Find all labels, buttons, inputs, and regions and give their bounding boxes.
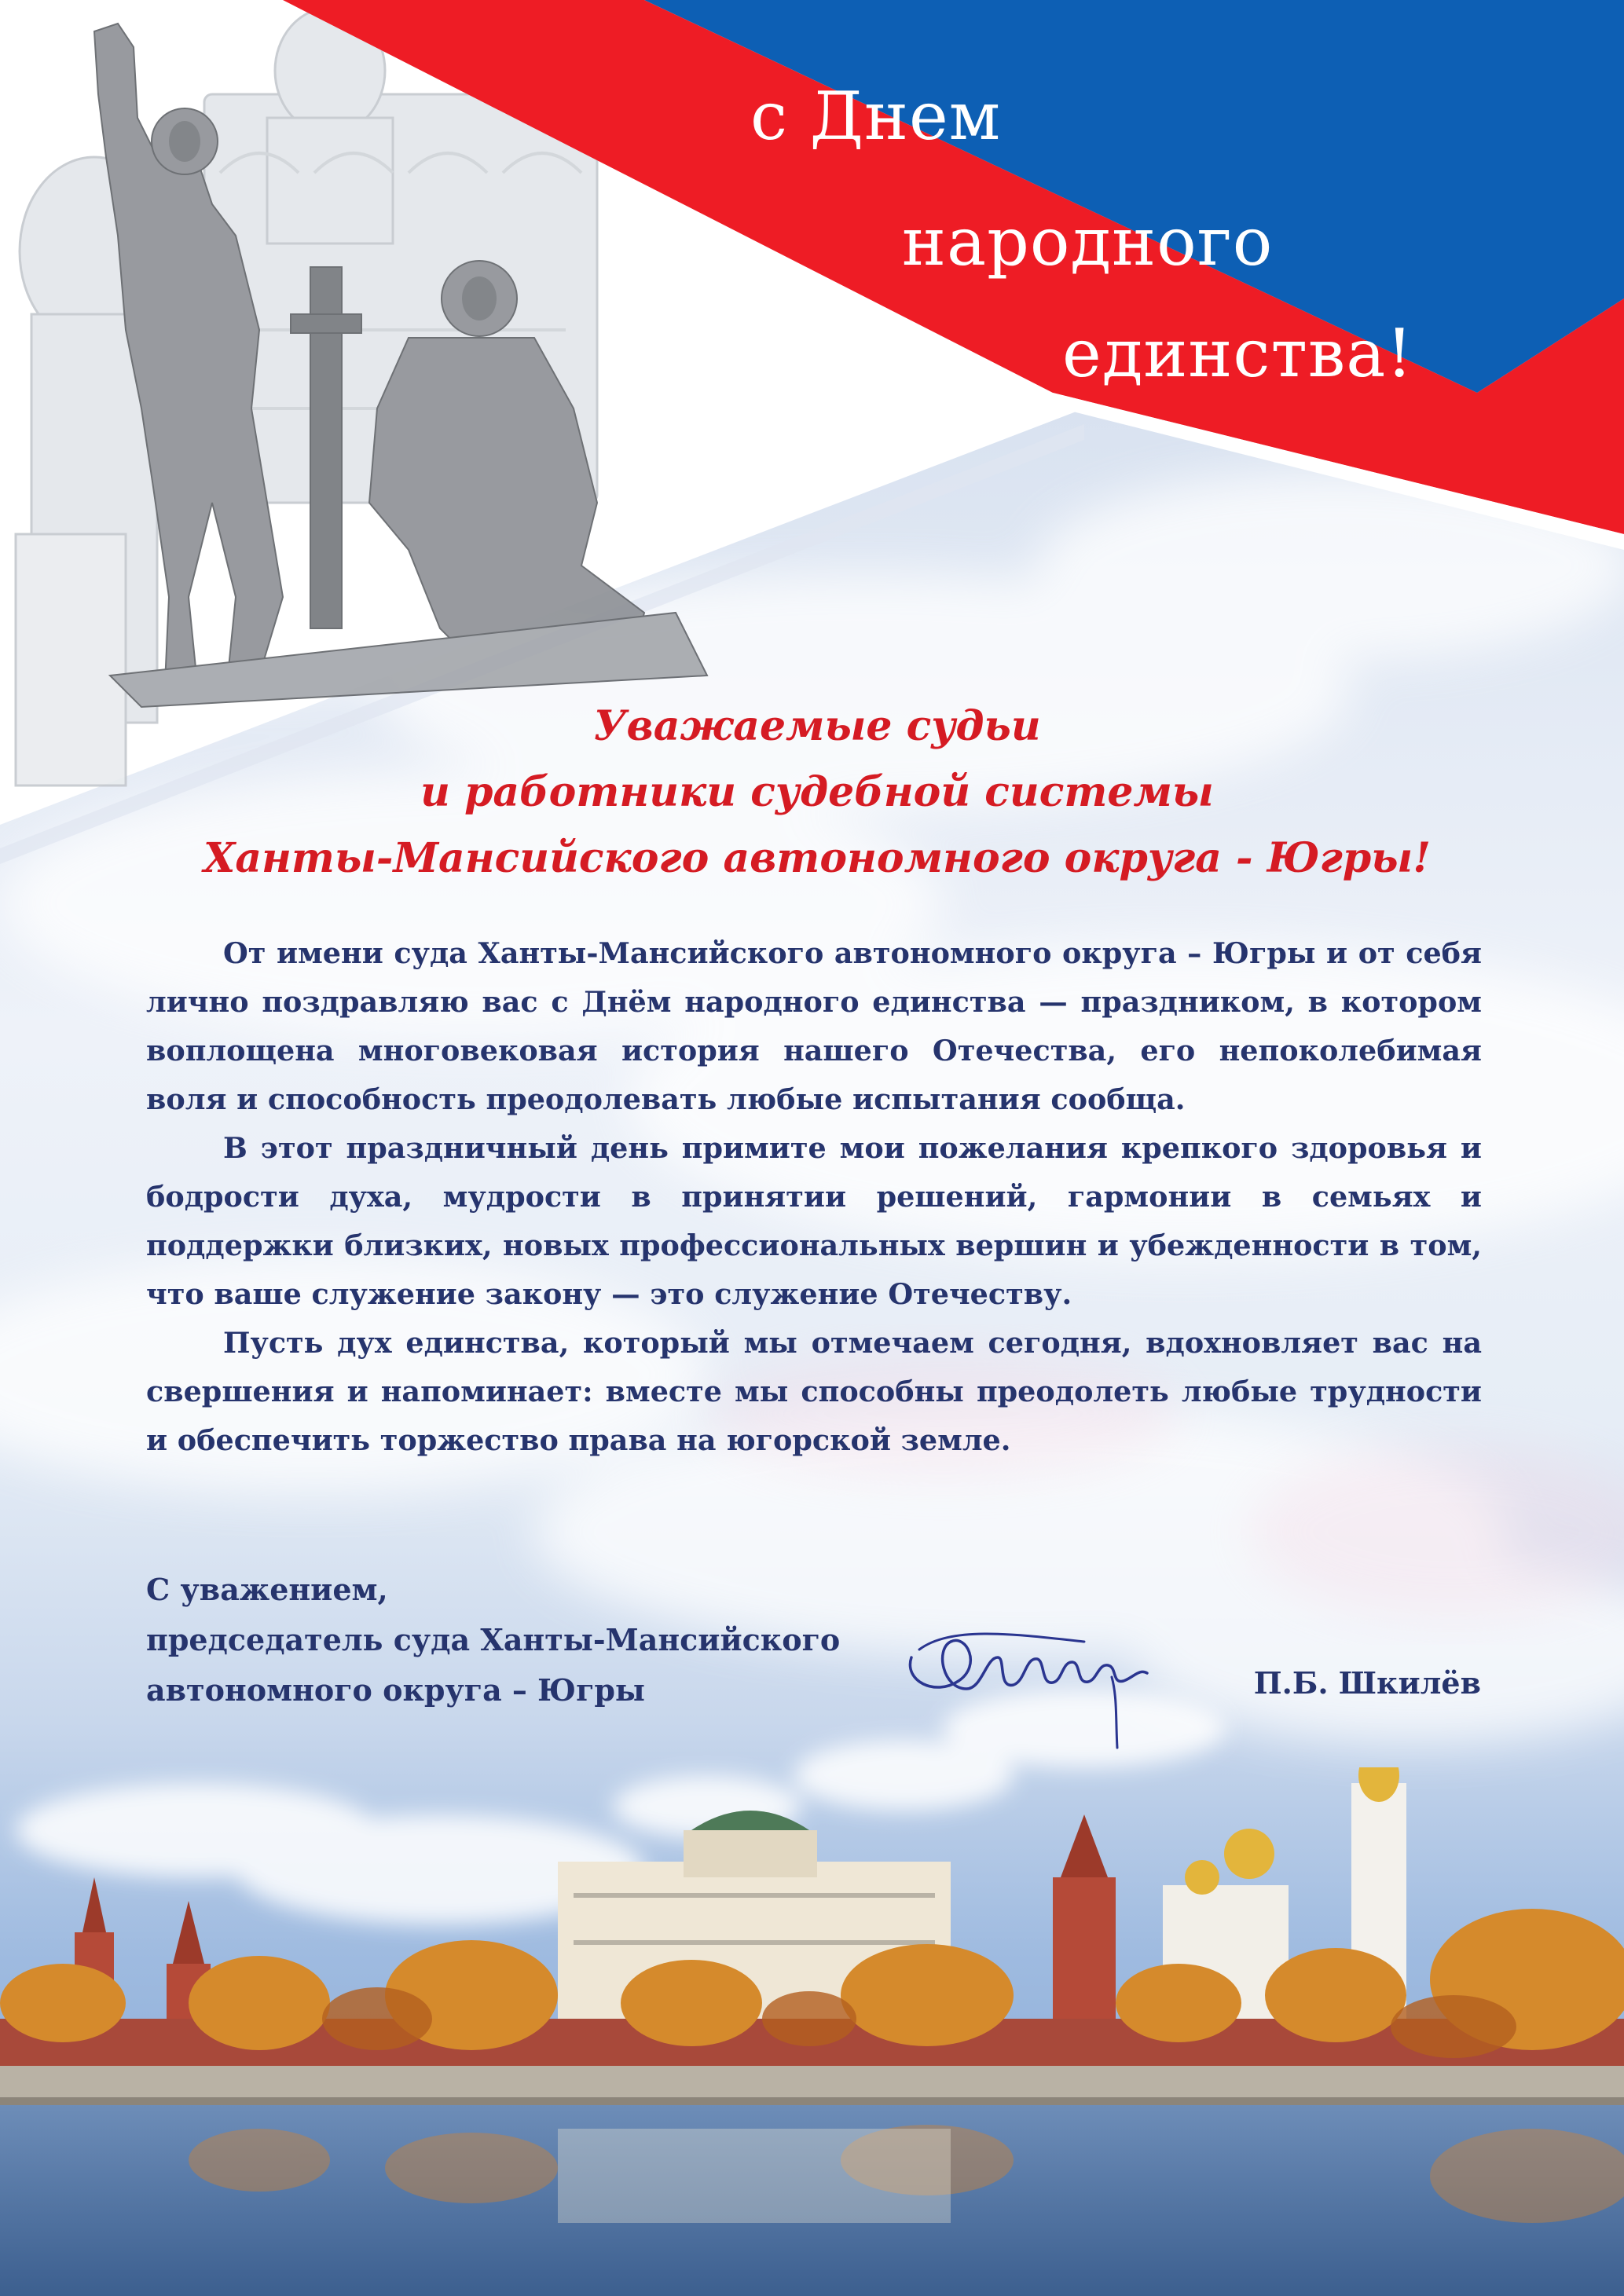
signature-line-3: автономного округа – Югры [146, 1672, 646, 1708]
body-paragraph-2: В этот праздничный день примите мои пожелания крепкого здоровья и бодрости духа, мудрости в принятии решений, гармонии в семьях и поддержки близких, новых профессиональных вершин и убежденности в том, что ваше служение закону — это служение Отечеству. [146, 1131, 1482, 1311]
body-paragraph-1: От имени суда Ханты-Мансийского автономного округа – Югры и от себя лично поздравляю вас с Днём народного единства — праздником, в котором воплощена многовековая история нашего Отечества, его непоколебимая воля и способность преодолевать любые испытания сообща. [146, 936, 1482, 1116]
body-text [146, 929, 1482, 1465]
title-line-2: народного [902, 203, 1274, 280]
title-line-3: единства! [1062, 315, 1414, 392]
body-paragraph-3: Пусть дух единства, который мы отмечаем сегодня, вдохновляет вас на свершения и напоминает: вместе мы способны преодолеть любые трудности и обеспечить торжество права на югорской земле. [146, 1326, 1482, 1457]
signature-block [146, 1565, 840, 1716]
signer-name: П.Б. Шкилёв [1253, 1665, 1481, 1701]
skyline-icon [0, 1767, 1624, 2296]
greeting-line-1: Уважаемые судьи [593, 702, 1041, 750]
signature-line-2: председатель суда Ханты-Мансийского [146, 1622, 841, 1657]
greeting-line-3: Ханты-Мансийского автономного округа - Югры! [203, 834, 1432, 882]
title-line-1: с Днем [750, 78, 1002, 155]
greeting-line-2: и работники судебной системы [420, 768, 1214, 816]
signature-line-1: С уважением, [146, 1572, 388, 1607]
signature-icon [888, 1602, 1171, 1760]
